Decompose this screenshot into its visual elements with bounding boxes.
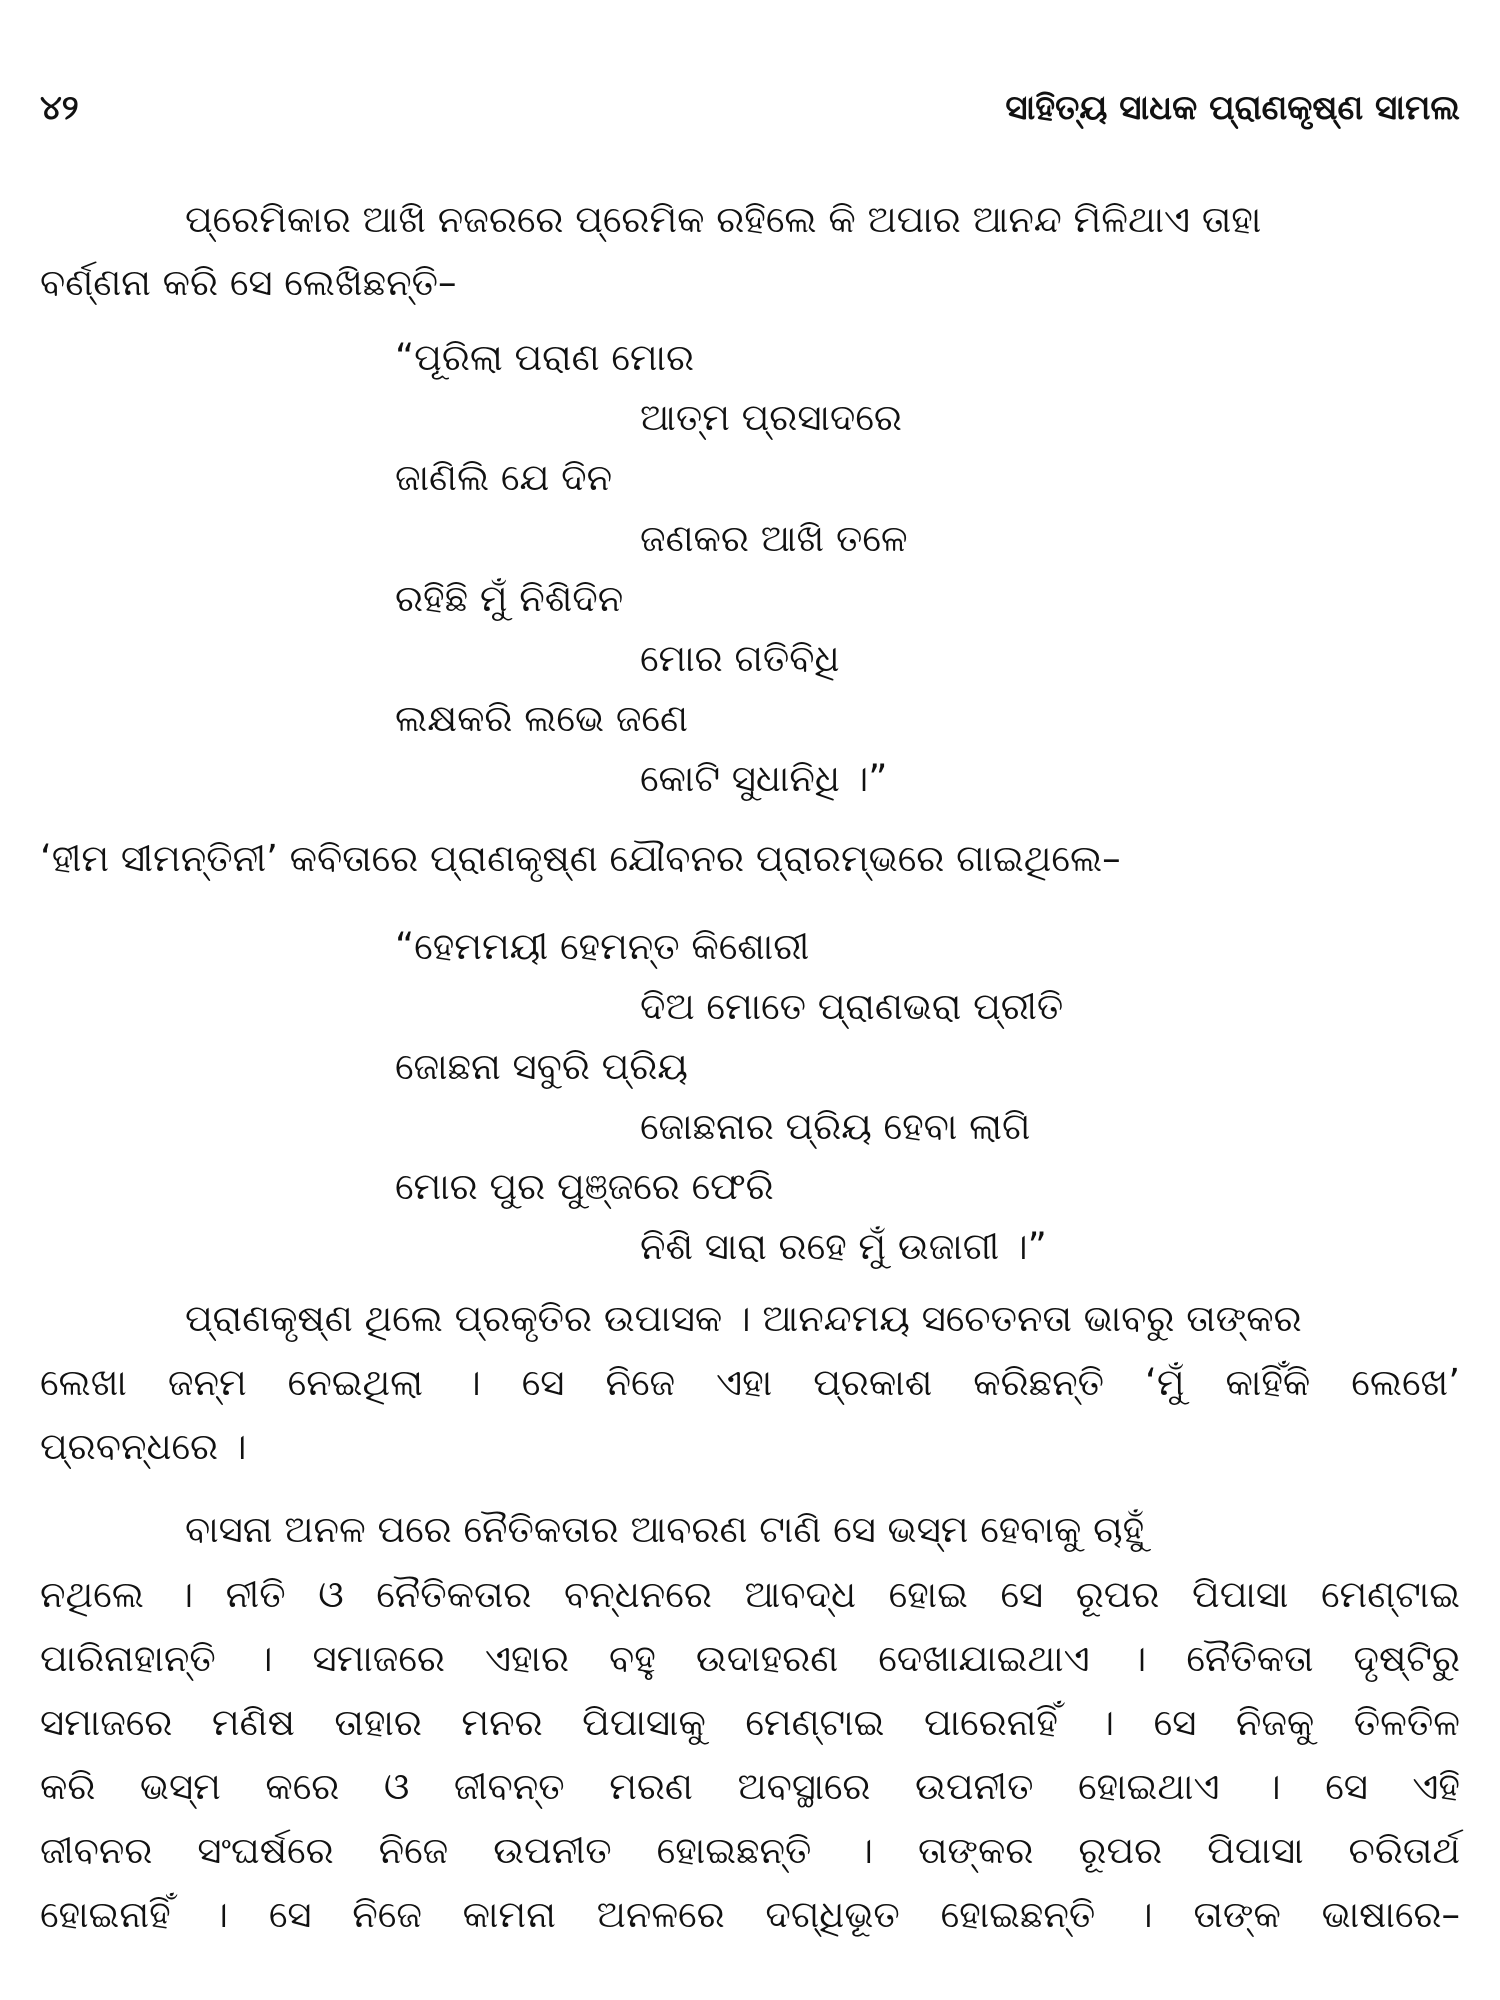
page-header bbox=[40, 88, 1460, 148]
paragraph-line: ବର୍ଣ୍ଣନା କରି ସେ ଲେଖିଛନ୍ତି– bbox=[40, 261, 457, 304]
paragraph-line: ‘ହୀମ ସୀମନ୍ତିନୀ’ କବିତାରେ ପ୍ରାଣକୃଷ୍ଣ ଯୌବନର ପ୍ରାରମ୍ଭରେ ଗାଇଥିଲେ– bbox=[40, 837, 1121, 880]
paragraph-line: ବାସନା ଅନଳ ପରେ ନୈତିକତାର ଆବରଣ ଟାଣି ସେ ଭସ୍ମ ହେବାକୁ ଚାହୁଁ bbox=[185, 1508, 1145, 1551]
poem-line: ଦିଅ ମୋତେ ପ୍ରାଣଭରା ପ୍ରୀତି bbox=[640, 985, 1064, 1028]
poem-line: ଲକ୍ଷକରି ଲଭେ ଜଣେ bbox=[395, 697, 688, 740]
page-number: ୪୨ bbox=[40, 88, 79, 128]
running-title: ସାହିତ୍ୟ ସାଧକ ପ୍ରାଣକୃଷ୍ଣ ସାମଲ bbox=[1005, 88, 1460, 128]
paragraph-line: ପ୍ରାଣକୃଷ୍ଣ ଥିଲେ ପ୍ରକୃତିର ଉପାସକ । ଆନନ୍ଦମୟ ସଚେତନତା ଭାବରୁ ତାଙ୍କର bbox=[185, 1297, 1302, 1340]
paragraph-line: ସମାଜରେ ମଣିଷ ତାହାର ମନର ପିପାସାକୁ ମେଣ୍ଟାଇ ପାରେନାହିଁ । ସେ ନିଜକୁ ତିଳତିଳ bbox=[40, 1701, 1460, 1744]
poem-line: ଆତ୍ମ ପ୍ରସାଦରେ bbox=[640, 396, 902, 439]
poem-line: ଜଣକର ଆଖି ତଳେ bbox=[640, 517, 908, 560]
paragraph-line: ଲେଖା ଜନ୍ମ ନେଇଥିଲା । ସେ ନିଜେ ଏହା ପ୍ରକାଶ କରିଛନ୍ତି ‘ମୁଁ କାହିଁକି ଲେଖେ’ bbox=[40, 1361, 1460, 1404]
poem-line: ଜୋଛନା ସବୁରି ପ୍ରିୟ bbox=[395, 1045, 688, 1088]
paragraph-line: ଜୀବନର ସଂଘର୍ଷରେ ନିଜେ ଉପନୀତ ହୋଇଛନ୍ତି । ତାଙ୍କର ରୂପର ପିପାସା ଚରିତାର୍ଥ bbox=[40, 1829, 1460, 1872]
paragraph-line: ହୋଇନାହିଁ । ସେ ନିଜେ କାମନା ଅନଳରେ ଦଗ୍ଧିଭୂତ ହୋଇଛନ୍ତି । ତାଙ୍କ ଭାଷାରେ– bbox=[40, 1893, 1460, 1936]
poem-line: କୋଟି ସୁଧାନିଧି ।” bbox=[640, 757, 888, 800]
poem-line: “ହେମମୟୀ ହେମନ୍ତ କିଶୋରୀ bbox=[395, 925, 810, 968]
poem-line: ମୋର ଗତିବିଧି bbox=[640, 637, 840, 680]
paragraph-line: କରି ଭସ୍ମ କରେ ଓ ଜୀବନ୍ତ ମରଣ ଅବସ୍ଥାରେ ଉପନୀତ ହୋଇଥାଏ । ସେ ଏହି bbox=[40, 1765, 1460, 1808]
paragraph-line: ପାରିନାହାନ୍ତି । ସମାଜରେ ଏହାର ବହୁ ଉଦାହରଣ ଦେଖାଯାଇଥାଏ । ନୈତିକତା ଦୃଷ୍ଟିରୁ bbox=[40, 1637, 1460, 1680]
poem-line: ନିଶି ସାରା ରହେ ମୁଁ ଉଜାଗୀ ।” bbox=[640, 1225, 1047, 1268]
poem-line: ଜାଣିଲି ଯେ ଦିନ bbox=[395, 456, 613, 499]
paragraph-line: ପ୍ରବନ୍ଧରେ । bbox=[40, 1425, 247, 1468]
paragraph-line: ପ୍ରେମିକାର ଆଖି ନଜରରେ ପ୍ରେମିକ ରହିଲେ କି ଅପାର ଆନନ୍ଦ ମିଳିଥାଏ ତାହା bbox=[185, 198, 1262, 241]
poem-line: ମୋର ପୁର ପୁଞ୍ଜରେ ଫେରି bbox=[395, 1165, 774, 1208]
poem-line: ରହିଛି ମୁଁ ନିଶିଦିନ bbox=[395, 577, 624, 620]
poem-line: “ପୂରିଲା ପରାଣ ମୋର bbox=[395, 336, 695, 379]
poem-line: ଜୋଛନାର ପ୍ରିୟ ହେବା ଲାଗି bbox=[640, 1105, 1031, 1148]
paragraph-line: ନଥିଲେ । ନୀତି ଓ ନୈତିକତାର ବନ୍ଧନରେ ଆବଦ୍ଧ ହୋଇ ସେ ରୂପର ପିପାସା ମେଣ୍ଟାଇ bbox=[40, 1573, 1460, 1616]
